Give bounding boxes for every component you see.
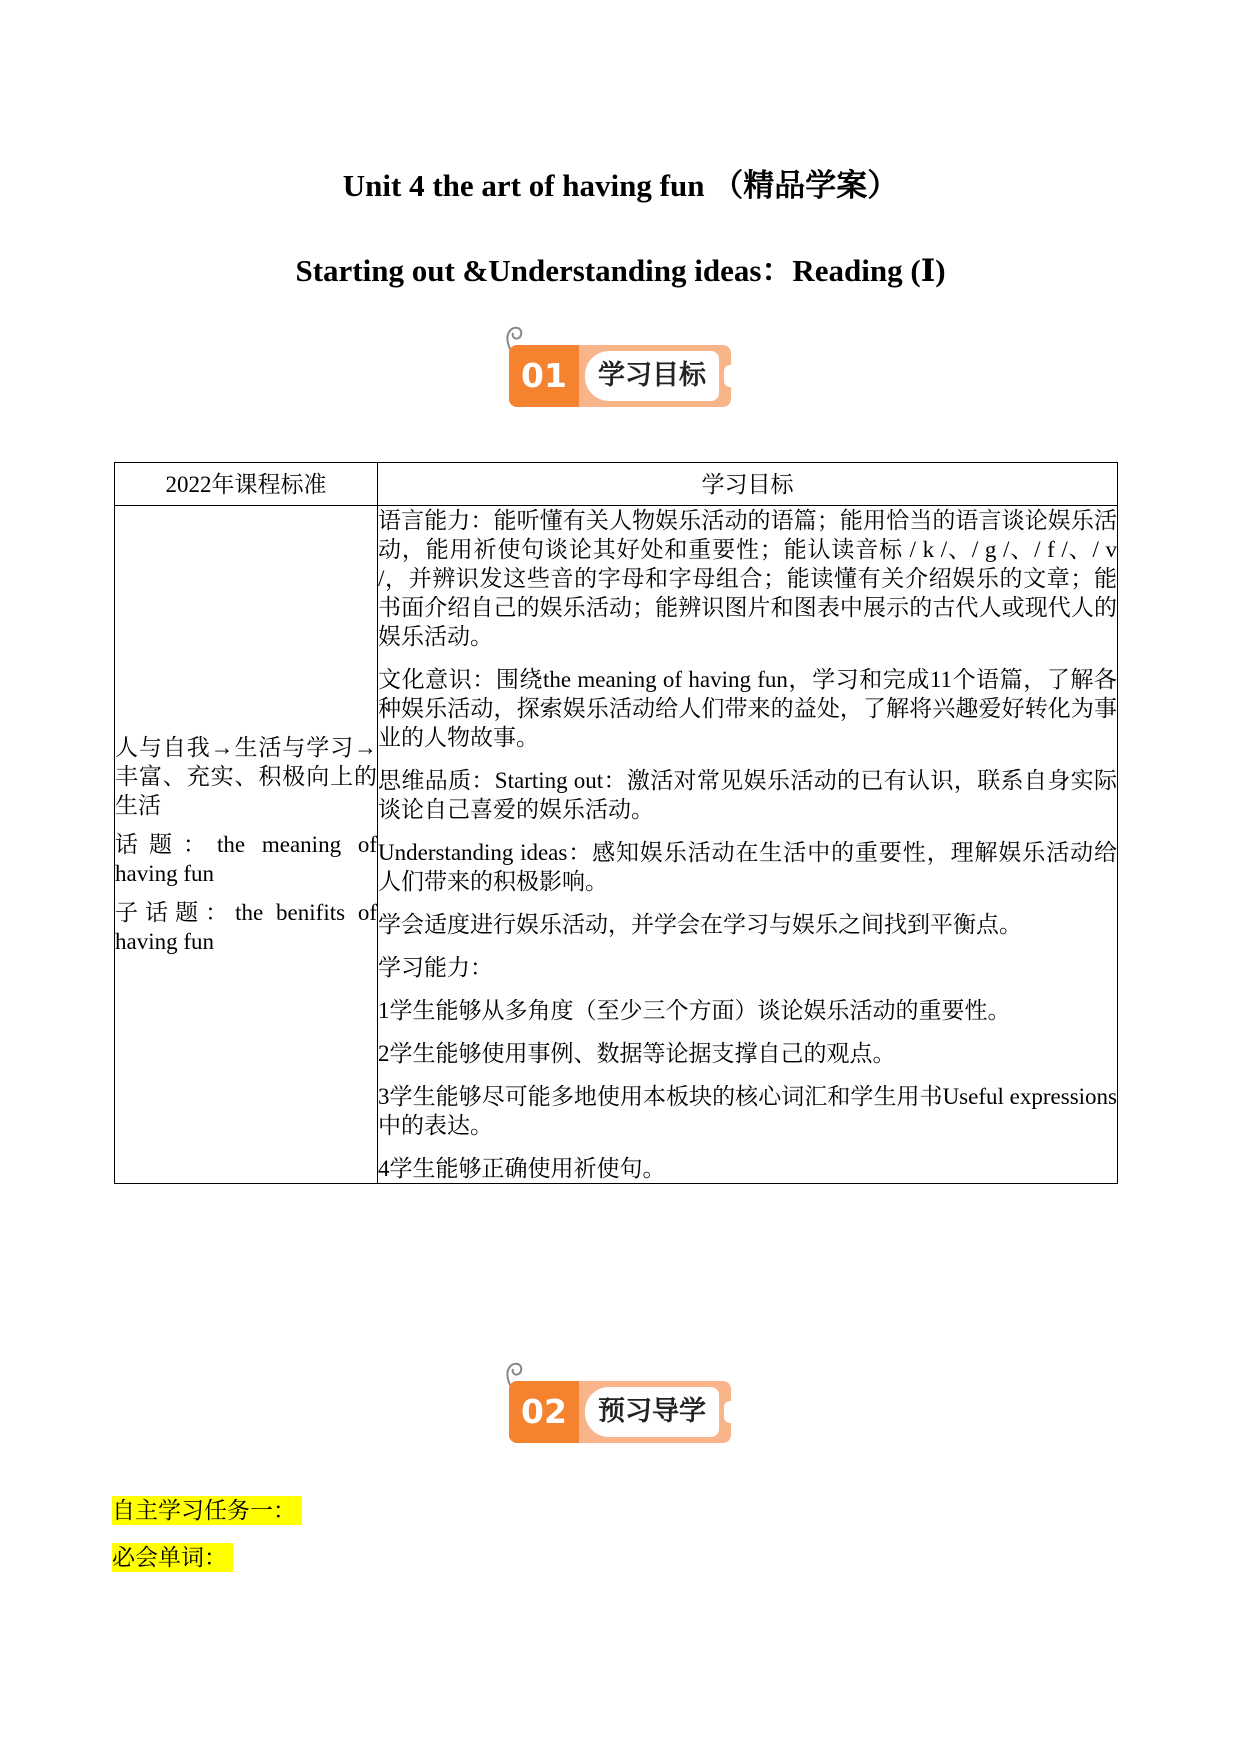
page-title: Unit 4 the art of having fun （精品学案） — [342, 168, 899, 203]
standard-topic: 话题：the meaning of having fun — [115, 832, 377, 886]
table-header-row — [115, 463, 1118, 506]
goals-cell — [378, 506, 1118, 1184]
section-badge-goals — [505, 323, 735, 411]
goal-item-1: 1学生能够从多角度（至少三个方面）谈论娱乐活动的重要性。 — [378, 998, 1011, 1023]
goal-item-2: 2学生能够使用事例、数据等论据支撑自己的观点。 — [378, 1041, 896, 1066]
header-standard: 2022年课程标准 — [115, 463, 378, 506]
page-subtitle: Starting out &Understanding ideas：Reading (Ⅰ) — [295, 253, 946, 288]
badge-notch — [724, 365, 736, 387]
standard-cell — [115, 506, 378, 1184]
header-goals: 学习目标 — [378, 463, 1118, 506]
task-heading: 自主学习任务一： — [112, 1496, 302, 1525]
table-row — [115, 506, 1118, 1184]
section-number: 02 — [509, 1381, 579, 1443]
goal-thinking: 思维品质：Starting out：激活对常见娱乐活动的已有认识，联系自身实际谈论自己喜爱的娱乐活动。 — [378, 768, 1117, 822]
goal-item-3: 3学生能够尽可能多地使用本板块的核心词汇和学生用书Useful expressions中的表达。 — [378, 1084, 1117, 1138]
goals-table — [114, 462, 1118, 1184]
goal-culture: 文化意识：围绕the meaning of having fun，学习和完成11个语篇，了解各种娱乐活动，探索娱乐活动给人们带来的益处，了解将兴趣爱好转化为事业的人物故事。 — [378, 667, 1117, 750]
badge-notch — [724, 1401, 736, 1423]
vocab-heading: 必会单词： — [112, 1543, 233, 1572]
goal-learning-heading: 学习能力： — [378, 955, 493, 980]
goal-item-4: 4学生能够正确使用祈使句。 — [378, 1156, 666, 1181]
section-label: 学习目标 — [585, 351, 719, 401]
goal-language: 语言能力：能听懂有关人物娱乐活动的语篇；能用恰当的语言谈论娱乐活动，能用祈使句谈论其好处和重要性；能认读音标 / k /、/ g /、/ f /、/ v /，并辨识发这些音的字母和字母组合；能读懂有关介绍娱乐的文章；能书面介绍自己的娱乐活动；能辨识图片和图表中展示的古代人或现代人的娱乐活动。 — [378, 508, 1117, 649]
goal-understanding: Understanding ideas：感知娱乐活动在生活中的重要性，理解娱乐活动给人们带来的积极影响。 — [378, 840, 1117, 894]
section-label: 预习导学 — [585, 1387, 719, 1437]
standard-theme: 人与自我→生活与学习→丰富、充实、积极向上的生活 — [115, 735, 377, 818]
section-badge-preview — [505, 1359, 735, 1447]
standard-subtopic: 子话题：the benifits of having fun — [115, 900, 377, 954]
goal-balance: 学会适度进行娱乐活动，并学会在学习与娱乐之间找到平衡点。 — [378, 912, 1022, 937]
section-number: 01 — [509, 345, 579, 407]
